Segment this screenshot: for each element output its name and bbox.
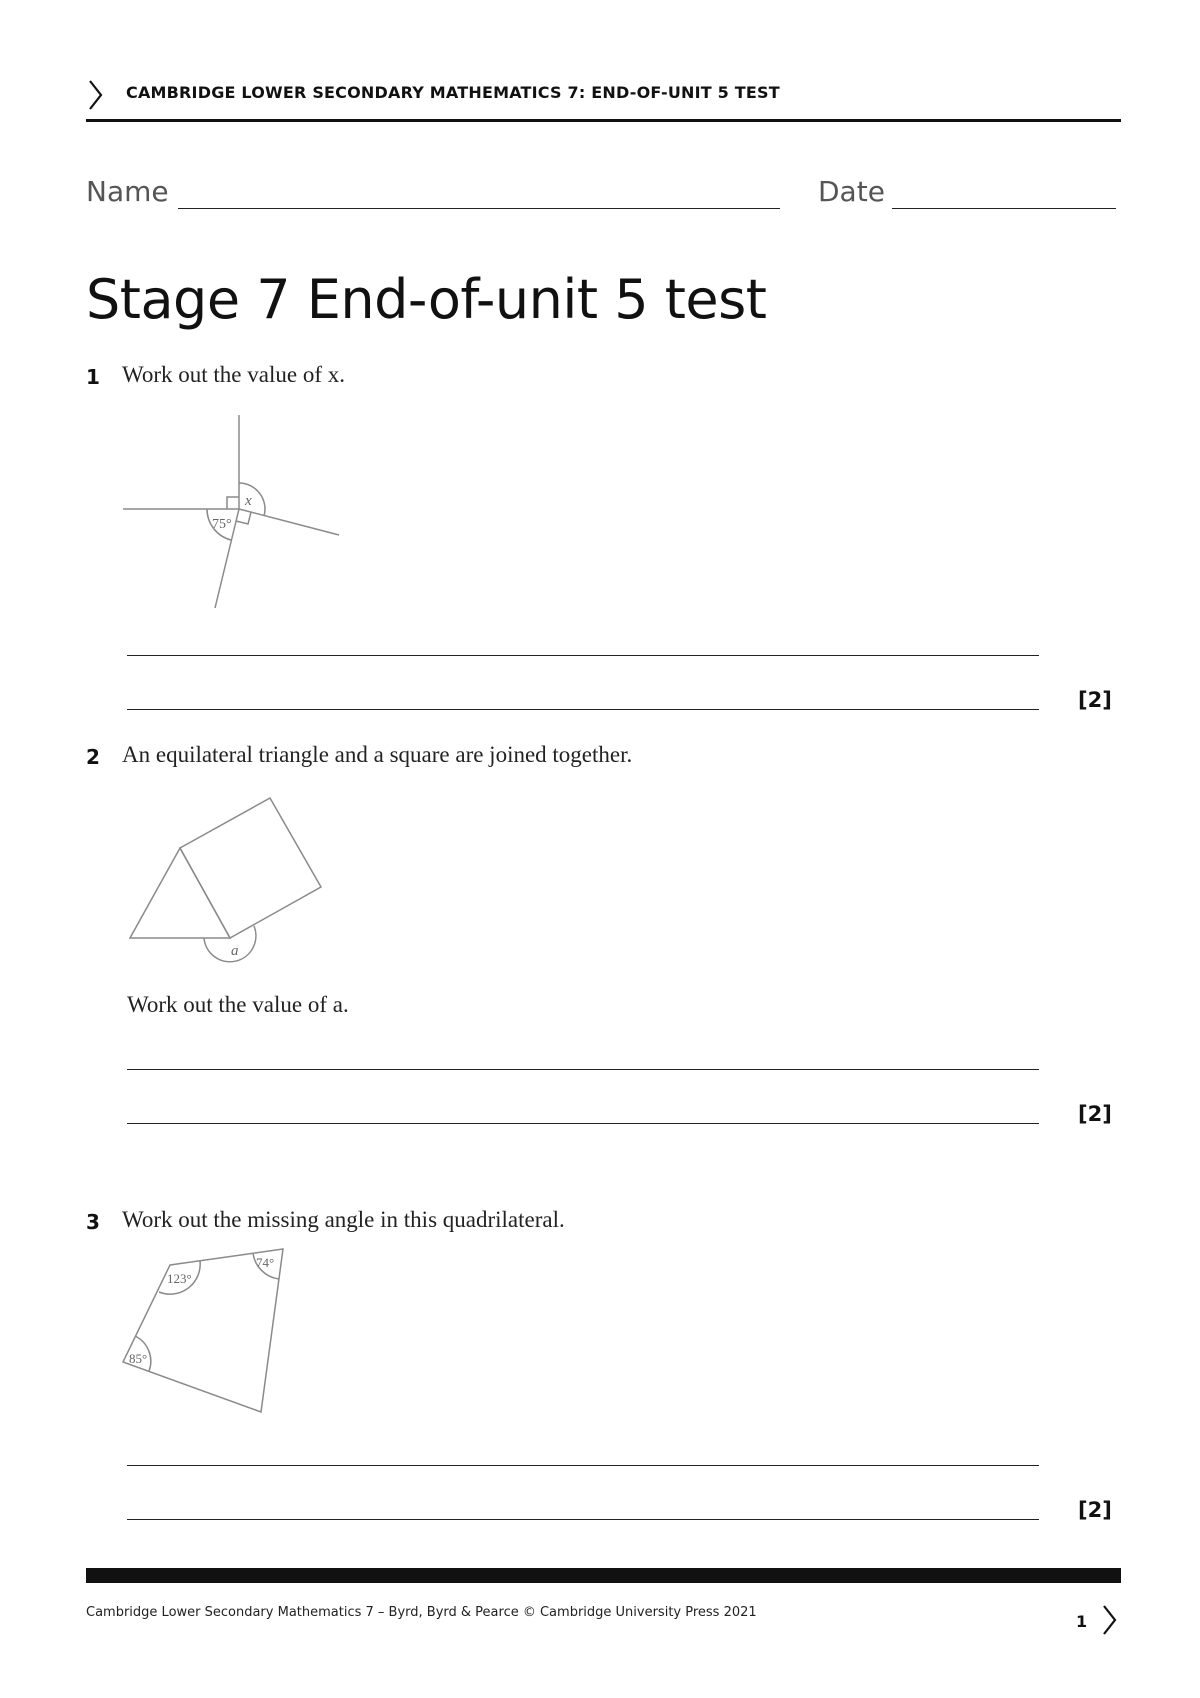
footer-bar	[86, 1568, 1121, 1583]
equilateral-triangle	[130, 848, 230, 938]
question-1-marks: [2]	[1078, 688, 1112, 712]
question-1-number: 1	[86, 365, 100, 389]
square	[180, 798, 321, 938]
answer-line[interactable]	[127, 1123, 1039, 1124]
question-2-text: An equilateral triangle and a square are joined together.	[122, 742, 633, 767]
question-2-diagram	[115, 785, 335, 975]
angle-74-label: 74°	[256, 1255, 275, 1270]
page-number: 1	[1076, 1612, 1088, 1631]
footer-copyright: Cambridge Lower Secondary Mathematics 7 – Byrd, Byrd & Pearce © Cambridge University Press 2021	[86, 1605, 757, 1620]
question-3-diagram	[115, 1240, 295, 1420]
angle-a-arc	[204, 926, 256, 962]
question-3-text: Work out the missing angle in this quadrilateral.	[122, 1207, 565, 1232]
question-3-marks: [2]	[1078, 1498, 1112, 1522]
chevron-right-icon	[1100, 1603, 1120, 1637]
quadrilateral	[123, 1249, 283, 1412]
page-title: Stage 7 End-of-unit 5 test	[86, 268, 767, 331]
question-2-subtext: Work out the value of a.	[127, 992, 349, 1017]
angle-123-label: 123°	[167, 1271, 192, 1286]
right-angle-marker-1	[227, 497, 239, 509]
question-2-number: 2	[86, 745, 100, 769]
running-header: CAMBRIDGE LOWER SECONDARY MATHEMATICS 7: END-OF-UNIT 5 TEST	[126, 83, 780, 102]
answer-line[interactable]	[127, 1465, 1039, 1466]
date-field[interactable]	[892, 208, 1116, 209]
ray-right	[239, 509, 339, 535]
answer-line[interactable]	[127, 709, 1039, 710]
question-2-marks: [2]	[1078, 1102, 1112, 1126]
answer-line[interactable]	[127, 1519, 1039, 1520]
angle-75-label: 75°	[212, 517, 232, 532]
answer-line[interactable]	[127, 1069, 1039, 1070]
question-1-diagram	[115, 410, 355, 610]
angle-a-label: a	[231, 943, 239, 959]
angle-x-label: x	[245, 493, 252, 509]
date-label: Date	[818, 175, 885, 208]
header-rule	[86, 119, 1121, 122]
angle-85-label: 85°	[129, 1351, 148, 1366]
answer-line[interactable]	[127, 655, 1039, 656]
name-label: Name	[86, 175, 169, 208]
question-1-text: Work out the value of x.	[122, 362, 345, 387]
question-3-number: 3	[86, 1210, 100, 1234]
chevron-right-icon	[86, 78, 106, 112]
name-field[interactable]	[178, 208, 780, 209]
angle-x-arc	[239, 483, 265, 516]
